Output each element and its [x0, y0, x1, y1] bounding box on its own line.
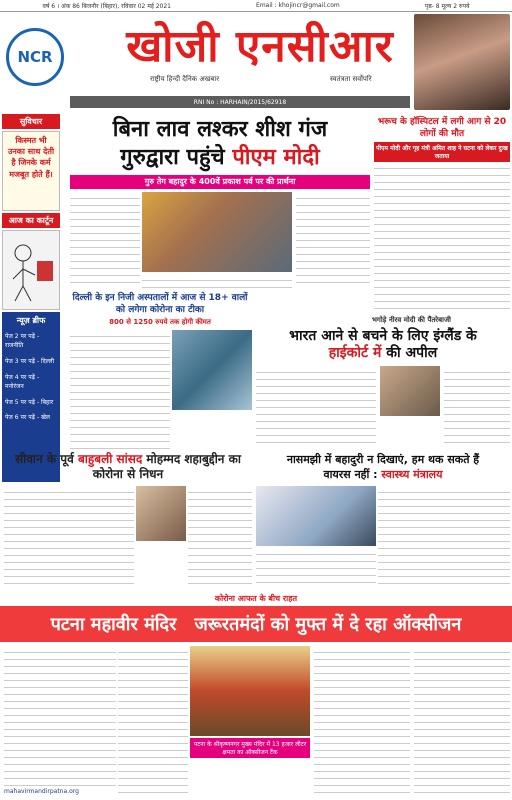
- nirav-text-2: [444, 366, 510, 446]
- siwan-photo: [136, 486, 186, 541]
- nirav-headline-red: हाईकोर्ट में: [328, 345, 382, 361]
- top-info-line: [0, 0, 512, 12]
- health-headline-red: स्वास्थ्य मंत्रालय: [381, 468, 443, 481]
- siwan-text-2: [188, 486, 252, 586]
- patna-photo-caption: पटना के श्रीकृष्णनगर मुख्य मंदिर में 13 हजार लीटर क्षमता का ऑक्सीजन टैंक: [190, 738, 310, 758]
- health-headline-line1: नासमझी में बहादुरी न दिखाएं, हम थक सकते हैं: [286, 453, 480, 466]
- right-text: [374, 162, 510, 312]
- brief-item: पेज 4 पर पढ़ें - मनोरंजन: [5, 373, 40, 391]
- lead-caption: [142, 274, 292, 288]
- health-headline-pre: वायरस नहीं :: [323, 468, 382, 481]
- lead-text-col: [70, 192, 140, 287]
- nirav-text: [256, 366, 376, 446]
- nirav-headline-post: की अपील: [381, 345, 438, 361]
- patna-banner-left: पटना महावीर मंदिर: [50, 614, 177, 635]
- lead-headline-line2-pre: गुरुद्वारा पहुंचे: [120, 145, 233, 170]
- right-subhead: पीएम मोदी और गृह मंत्री अमित शाह ने घटना को लेकर दुःख जताया: [374, 142, 510, 162]
- patna-text-4: [414, 646, 510, 796]
- news-brief-title: न्यूज़ ब्रीफ: [16, 316, 46, 325]
- brief-item: पेज 5 पर पढ़ें - बिहार: [5, 398, 54, 406]
- lead-headline: [70, 116, 370, 172]
- cartoon-image: [2, 230, 60, 310]
- health-headline-line2: [256, 467, 510, 482]
- nirav-photo: [380, 366, 440, 416]
- health-headline: [256, 452, 510, 482]
- lead-photo: [142, 192, 292, 272]
- siwan-headline-red: बाहुबली सांसद: [77, 452, 143, 466]
- lead-text-col-2: [296, 192, 370, 287]
- ncr-logo: [6, 28, 64, 86]
- siwan-headline-post: मोहम्मद शहाबुद्दीन का कोरोना से निधन: [92, 452, 241, 481]
- right-headline: भरूच के हॉस्पिटल में लगी आग से 20 लोगों की मौत: [377, 117, 507, 139]
- patna-banner-right: जरूरतमंदों को मुफ्त में दे रहा ऑक्सीजन: [194, 614, 462, 635]
- quote-title: सुविचार: [2, 114, 60, 129]
- brief-item: पेज 3 पर पढ़ें - दिल्ली: [5, 357, 55, 365]
- brief-item: पेज 2 पर पढ़ें - राजनीति: [5, 332, 40, 350]
- vaccine-headline: दिल्ली के इन निजी अस्पतालों में आज से 18+ वालों को लगेगा कोरोना का टीका: [72, 293, 248, 315]
- issue-info: वर्ष 6 । अंक 86 बिजनौर (बिहार), रविवार 02 मई 2021: [42, 2, 171, 10]
- health-text: [378, 486, 510, 586]
- lead-strip: गुरु तेग बहादुर के 400वें प्रकाश पर्व पर की प्रार्थना: [70, 175, 370, 189]
- patna-text-1: [4, 646, 116, 792]
- health-photo: [256, 486, 376, 546]
- price-info: पृष्ठ- 8 मूल्य 2 रुपये: [424, 2, 470, 10]
- nirav-headline-line1: भारत आने से बचने के लिए इंग्लैंड के: [289, 328, 477, 344]
- patna-banner: [0, 606, 512, 642]
- siwan-headline: [4, 452, 252, 482]
- siwan-text: [4, 486, 134, 586]
- patna-text-2: [118, 646, 188, 796]
- patna-website: mahavirmandirpatna.org: [4, 788, 79, 795]
- nirav-kicker: भगोड़े नीरव मोदी की पैंतरेबाजी: [372, 316, 451, 324]
- lead-headline-line1: बिना लाव लश्कर शीश गंज: [112, 117, 328, 142]
- nirav-headline-line2: [256, 345, 510, 362]
- brief-item: पेज 6 पर पढ़ें - खेल: [5, 414, 51, 422]
- masthead-title: खोजी एनसीआर: [126, 21, 394, 72]
- nirav-headline: [256, 328, 510, 362]
- patna-photo: [190, 646, 310, 736]
- rni-number: RNI No : HARHAIN/2015/62918: [70, 96, 410, 108]
- tagline-left: राष्ट्रीय हिन्दी दैनिक अखबार: [150, 75, 220, 83]
- lead-headline-red: पीएम मोदी: [232, 145, 320, 170]
- siwan-headline-pre: सीवान के पूर्व: [15, 452, 78, 466]
- lead-headline-line2: [70, 144, 370, 172]
- patna-text-3: [314, 646, 410, 796]
- patna-kicker: कोरोना आफत के बीच राहत: [214, 594, 298, 603]
- quote-text: किस्मत भी उनका साथ देती है जिनके कर्म मजबूत होते हैं।: [2, 131, 60, 211]
- vaccine-photo: [172, 330, 252, 410]
- cartoon-title: आज का कार्टून: [2, 213, 60, 228]
- email-info: Email : khojincr@gmail.com: [256, 2, 340, 9]
- header-photo: [414, 14, 510, 110]
- health-text-2: [256, 548, 376, 586]
- logo-text: NCR: [17, 48, 53, 66]
- tagline-right: स्वतंत्रता सर्वोपरि: [330, 75, 372, 83]
- vaccine-text: [70, 330, 170, 450]
- vaccine-subhead: 800 से 1250 रुपये तक होगी कीमत: [109, 318, 211, 326]
